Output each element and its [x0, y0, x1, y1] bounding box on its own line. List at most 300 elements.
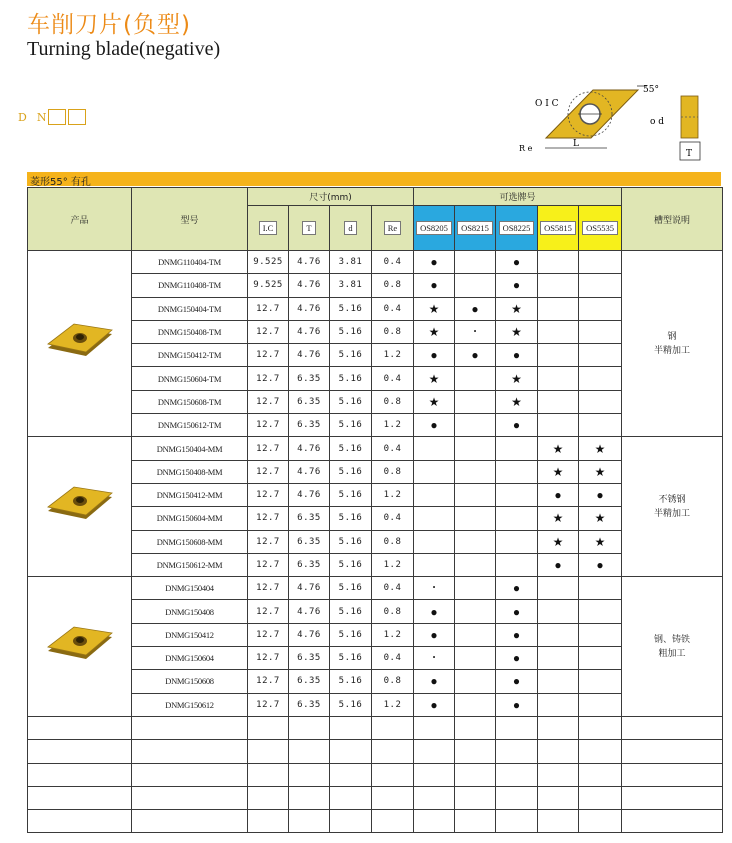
grade-cell [496, 600, 538, 623]
code-box [48, 109, 66, 125]
grade-mark: • [432, 583, 436, 593]
insert-image [28, 625, 131, 669]
header-model: 型号 [132, 188, 248, 251]
re-cell: 1.2 [372, 553, 414, 576]
t-cell: 4.76 [289, 274, 330, 297]
empty-cell [330, 786, 372, 809]
grade-mark: ● [430, 697, 438, 712]
grade-cell [579, 623, 622, 646]
grade-cell [579, 437, 622, 460]
grade-cell [579, 414, 622, 437]
grade-cell [579, 553, 622, 576]
t-cell: 4.76 [289, 600, 330, 623]
insert-image [28, 322, 131, 366]
empty-cell [132, 786, 248, 809]
grade-cell [496, 297, 538, 320]
re-cell: 0.8 [372, 670, 414, 693]
empty-cell [496, 716, 538, 739]
model-cell: DNMG150612 [132, 693, 248, 716]
grade-cell [414, 414, 455, 437]
grade-cell [496, 623, 538, 646]
grade-mark: ★ [511, 394, 522, 409]
ic-cell: 12.7 [248, 344, 289, 367]
d-cell: 5.16 [330, 437, 372, 460]
t-cell: 4.76 [289, 344, 330, 367]
header-grade-cell [414, 206, 455, 251]
spec-table-body [28, 251, 723, 833]
empty-cell [622, 810, 723, 833]
d-cell: 5.16 [330, 414, 372, 437]
l-label: L [573, 139, 579, 149]
grade-cell [579, 274, 622, 297]
grade-mark: ● [554, 488, 562, 503]
d-cell: 5.16 [330, 297, 372, 320]
ic-cell: 12.7 [248, 367, 289, 390]
grade-mark: ★ [511, 301, 522, 316]
grade-cell [496, 437, 538, 460]
d-cell: 5.16 [330, 507, 372, 530]
grade-mark: ★ [511, 371, 522, 386]
re-cell: 0.4 [372, 297, 414, 320]
grade-cell [414, 577, 455, 600]
table-row [28, 320, 723, 343]
grade-cell [538, 623, 579, 646]
grade-mark: ● [430, 418, 438, 433]
empty-cell [28, 786, 132, 809]
table-row [28, 600, 723, 623]
empty-cell [496, 763, 538, 786]
grade-mark: ★ [428, 371, 440, 386]
empty-cell [330, 763, 372, 786]
t-cell: 6.35 [289, 647, 330, 670]
table-row [28, 460, 723, 483]
t-cell: 4.76 [289, 577, 330, 600]
ic-cell: 12.7 [248, 507, 289, 530]
grade-cell [455, 483, 496, 506]
grade-cell [496, 344, 538, 367]
empty-cell [622, 740, 723, 763]
code-prefix [18, 109, 86, 125]
header-dim-d: d [344, 221, 356, 235]
grade-mark: ● [512, 278, 521, 293]
table-row [28, 274, 723, 297]
spec-table [27, 187, 723, 833]
d-cell: 3.81 [330, 251, 372, 274]
grade-mark: ★ [594, 534, 606, 549]
groove-cell [622, 577, 723, 717]
grade-cell [538, 367, 579, 390]
product-image-cell [28, 577, 132, 717]
re-cell: 0.4 [372, 577, 414, 600]
grade-cell [455, 460, 496, 483]
table-row [28, 553, 723, 576]
grade-cell [496, 483, 538, 506]
code-letter-n: N [36, 110, 47, 124]
re-cell: 0.8 [372, 390, 414, 413]
model-cell: DNMG150408 [132, 600, 248, 623]
d-cell: 5.16 [330, 483, 372, 506]
ic-cell: 12.7 [248, 414, 289, 437]
t-cell: 4.76 [289, 320, 330, 343]
header-dim-cell [289, 206, 330, 251]
re-cell: 1.2 [372, 414, 414, 437]
groove-process: 半精加工 [654, 345, 691, 356]
re-cell: 0.8 [372, 320, 414, 343]
table-row [28, 623, 723, 646]
header-grade-os8225: OS8225 [499, 221, 535, 235]
ic-cell: 12.7 [248, 577, 289, 600]
model-cell: DNMG110404-TM [132, 251, 248, 274]
empty-cell [538, 763, 579, 786]
grade-cell [579, 670, 622, 693]
grade-mark: ● [430, 348, 438, 363]
table-row [28, 390, 723, 413]
grade-cell [414, 483, 455, 506]
ic-cell: 12.7 [248, 530, 289, 553]
grade-cell [414, 320, 455, 343]
grade-cell [538, 553, 579, 576]
grade-cell [538, 460, 579, 483]
grade-mark: ★ [594, 511, 606, 526]
re-cell: 0.4 [372, 251, 414, 274]
empty-cell [372, 810, 414, 833]
grade-mark: ● [512, 651, 521, 666]
grade-cell [455, 367, 496, 390]
grade-cell [579, 507, 622, 530]
groove-process: 粗加工 [658, 648, 686, 659]
empty-cell [289, 810, 330, 833]
empty-cell [330, 716, 372, 739]
grade-cell [455, 437, 496, 460]
ic-label: O I C [535, 99, 559, 109]
empty-cell [538, 740, 579, 763]
t-cell: 4.76 [289, 437, 330, 460]
grade-mark: ● [512, 604, 521, 619]
groove-material: 不锈钢 [658, 494, 686, 505]
grade-cell [579, 297, 622, 320]
grade-cell [579, 367, 622, 390]
grade-cell [414, 437, 455, 460]
grade-mark: ● [471, 348, 479, 363]
d-cell: 5.16 [330, 600, 372, 623]
re-cell: 1.2 [372, 483, 414, 506]
grade-cell [538, 251, 579, 274]
d-cell: 5.16 [330, 577, 372, 600]
re-cell: 0.8 [372, 274, 414, 297]
header-dim-cell [372, 206, 414, 251]
empty-cell [289, 716, 330, 739]
d-cell: 5.16 [330, 530, 372, 553]
groove-material: 钢 [667, 331, 677, 342]
model-cell: DNMG150412-MM [132, 483, 248, 506]
ic-cell: 12.7 [248, 320, 289, 343]
grade-cell [496, 553, 538, 576]
header-dim-t: T [302, 221, 315, 235]
table-row [28, 367, 723, 390]
grade-cell [538, 670, 579, 693]
t-cell: 6.35 [289, 414, 330, 437]
empty-cell [132, 763, 248, 786]
grade-cell [496, 693, 538, 716]
empty-row [28, 810, 723, 833]
model-cell: DNMG150404 [132, 577, 248, 600]
t-cell: 4.76 [289, 623, 330, 646]
grade-cell [579, 647, 622, 670]
table-row [28, 297, 723, 320]
empty-cell [289, 786, 330, 809]
table-row [28, 647, 723, 670]
t-label: T [686, 149, 693, 159]
d-cell: 5.16 [330, 670, 372, 693]
empty-row [28, 763, 723, 786]
header-grade-os5535: OS5535 [582, 221, 618, 235]
empty-cell [132, 740, 248, 763]
grade-cell [414, 647, 455, 670]
table-row [28, 693, 723, 716]
grade-cell [414, 274, 455, 297]
product-image-cell [28, 251, 132, 437]
grade-cell [414, 693, 455, 716]
grade-mark: ★ [428, 325, 440, 340]
grade-cell [414, 670, 455, 693]
grade-cell [496, 647, 538, 670]
grade-cell [538, 414, 579, 437]
grade-cell [579, 344, 622, 367]
empty-cell [330, 740, 372, 763]
grade-cell [496, 320, 538, 343]
grade-cell [538, 483, 579, 506]
grade-mark: ● [596, 558, 604, 572]
grade-cell [538, 530, 579, 553]
header-product: 产品 [28, 188, 132, 251]
grade-cell [414, 367, 455, 390]
t-cell: 6.35 [289, 693, 330, 716]
empty-cell [622, 786, 723, 809]
grade-cell [455, 553, 496, 576]
grade-cell [579, 530, 622, 553]
empty-cell [496, 810, 538, 833]
page-title-en: Turning blade(negative) [27, 38, 221, 60]
empty-row [28, 740, 723, 763]
grade-cell [538, 320, 579, 343]
empty-cell [538, 786, 579, 809]
grade-cell [496, 274, 538, 297]
table-row [28, 530, 723, 553]
ic-cell: 12.7 [248, 623, 289, 646]
d-cell: 3.81 [330, 274, 372, 297]
grade-cell [455, 623, 496, 646]
grade-cell [538, 274, 579, 297]
ic-cell: 12.7 [248, 390, 289, 413]
grade-cell [579, 577, 622, 600]
re-cell: 0.4 [372, 367, 414, 390]
empty-cell [455, 810, 496, 833]
model-cell: DNMG150608-TM [132, 390, 248, 413]
header-grade-os8205: OS8205 [416, 221, 452, 235]
grade-mark: ● [512, 348, 521, 363]
grade-mark: ● [471, 301, 479, 316]
grade-mark: ● [430, 627, 438, 642]
re-cell: 0.8 [372, 460, 414, 483]
angle-label: 55° [643, 85, 659, 95]
grade-cell [455, 647, 496, 670]
grade-cell [414, 344, 455, 367]
header-grade-cell [579, 206, 622, 251]
model-cell: DNMG150612-TM [132, 414, 248, 437]
re-cell: 1.2 [372, 693, 414, 716]
empty-cell [372, 763, 414, 786]
grade-mark: ★ [594, 441, 606, 456]
header-dim-cell [330, 206, 372, 251]
grade-mark: ★ [428, 394, 440, 409]
model-cell: DNMG150608 [132, 670, 248, 693]
grade-cell [538, 600, 579, 623]
t-cell: 6.35 [289, 530, 330, 553]
re-cell: 0.8 [372, 600, 414, 623]
d-cell: 5.16 [330, 647, 372, 670]
grade-cell [496, 577, 538, 600]
grade-cell [579, 460, 622, 483]
empty-cell [330, 810, 372, 833]
grade-mark: ● [512, 581, 521, 596]
grade-cell [414, 390, 455, 413]
grade-cell [455, 600, 496, 623]
grade-cell [496, 390, 538, 413]
header-dim-cell [248, 206, 289, 251]
re-cell: 1.2 [372, 344, 414, 367]
re-label: R e [519, 144, 533, 153]
grade-mark: ★ [552, 534, 564, 549]
table-row [28, 437, 723, 460]
ic-cell: 12.7 [248, 693, 289, 716]
table-row [28, 507, 723, 530]
empty-cell [248, 740, 289, 763]
grade-cell [455, 670, 496, 693]
grade-mark: ● [596, 488, 604, 503]
section-band [27, 172, 721, 186]
groove-cell [622, 437, 723, 577]
empty-cell [538, 810, 579, 833]
d-cell: 5.16 [330, 460, 372, 483]
t-cell: 4.76 [289, 483, 330, 506]
grade-cell [455, 414, 496, 437]
grade-cell [414, 553, 455, 576]
empty-cell [622, 763, 723, 786]
grade-cell [496, 460, 538, 483]
grade-mark: ★ [552, 511, 564, 526]
t-cell: 6.35 [289, 670, 330, 693]
ic-cell: 12.7 [248, 460, 289, 483]
empty-cell [455, 786, 496, 809]
grade-cell [455, 530, 496, 553]
grade-cell [455, 693, 496, 716]
groove-process: 半精加工 [654, 508, 691, 519]
table-row [28, 483, 723, 506]
header-size: 尺寸(mm) [248, 188, 414, 206]
ic-cell: 12.7 [248, 297, 289, 320]
grade-mark: ● [512, 674, 521, 689]
grade-cell [414, 460, 455, 483]
model-cell: DNMG150604 [132, 647, 248, 670]
grade-mark: ● [512, 418, 521, 433]
empty-cell [579, 810, 622, 833]
d-cell: 5.16 [330, 344, 372, 367]
model-cell: DNMG150604-MM [132, 507, 248, 530]
grade-cell [538, 390, 579, 413]
grade-cell [455, 251, 496, 274]
empty-cell [372, 740, 414, 763]
empty-cell [248, 716, 289, 739]
grade-cell [538, 693, 579, 716]
grade-mark: • [473, 327, 477, 337]
grade-cell [496, 367, 538, 390]
empty-cell [414, 716, 455, 739]
grade-cell [455, 507, 496, 530]
empty-cell [28, 716, 132, 739]
ic-cell: 12.7 [248, 670, 289, 693]
product-image-cell [28, 437, 132, 577]
grade-cell [496, 670, 538, 693]
grade-cell [414, 507, 455, 530]
grade-cell [538, 577, 579, 600]
re-cell: 0.4 [372, 507, 414, 530]
empty-cell [28, 810, 132, 833]
grade-mark: ★ [511, 325, 522, 340]
header-groove: 槽型说明 [622, 188, 723, 251]
grade-mark: ● [430, 674, 438, 689]
grade-mark: ★ [552, 464, 564, 479]
page-title-cn: 车削刀片(负型) [27, 12, 191, 38]
empty-cell [496, 740, 538, 763]
grade-cell [414, 297, 455, 320]
grade-cell [538, 507, 579, 530]
empty-cell [248, 763, 289, 786]
model-cell: DNMG110408-TM [132, 274, 248, 297]
re-cell: 0.4 [372, 437, 414, 460]
empty-cell [579, 786, 622, 809]
empty-cell [372, 716, 414, 739]
empty-cell [622, 716, 723, 739]
header-grade-cell [496, 206, 538, 251]
empty-cell [248, 786, 289, 809]
header-dim-ic: I.C [259, 221, 278, 235]
empty-cell [579, 763, 622, 786]
empty-row [28, 716, 723, 739]
grade-cell [455, 297, 496, 320]
grade-cell [414, 530, 455, 553]
table-row [28, 344, 723, 367]
ic-cell: 9.525 [248, 251, 289, 274]
ic-cell: 12.7 [248, 600, 289, 623]
table-row [28, 251, 723, 274]
grade-cell [455, 274, 496, 297]
model-cell: DNMG150608-MM [132, 530, 248, 553]
empty-cell [455, 740, 496, 763]
grade-cell [579, 483, 622, 506]
ic-cell: 12.7 [248, 483, 289, 506]
grade-mark: ★ [594, 464, 606, 479]
ic-cell: 12.7 [248, 647, 289, 670]
empty-cell [28, 763, 132, 786]
grade-cell [579, 251, 622, 274]
grade-mark: ● [512, 627, 521, 642]
d-cell: 5.16 [330, 320, 372, 343]
grade-mark: ● [430, 255, 438, 270]
header-grades: 可选牌号 [414, 188, 622, 206]
d-cell: 5.16 [330, 367, 372, 390]
empty-cell [248, 810, 289, 833]
table-row [28, 670, 723, 693]
